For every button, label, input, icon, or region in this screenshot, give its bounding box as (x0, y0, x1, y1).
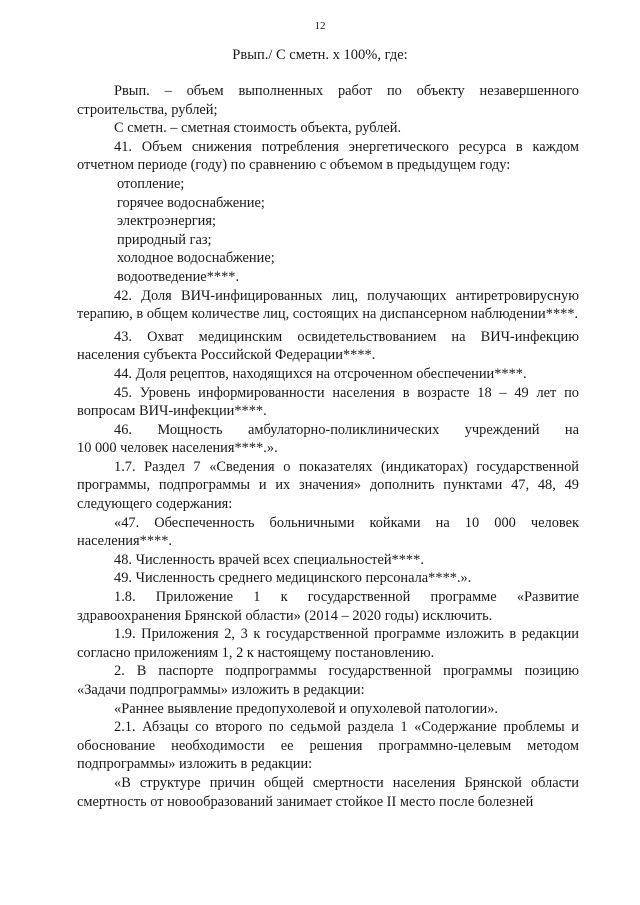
paragraph: 45. Уровень информированности населения в возрасте 18 – 49 лет по вопросам ВИЧ-инфекции****. (77, 384, 579, 420)
paragraph-line: 46. Мощность амбулаторно-поликлинических учреждений на (114, 421, 579, 438)
paragraph: 2. В паспорте подпрограммы государственной программы позицию «Задачи подпрограммы» изложить в редакции: (77, 663, 579, 698)
list-item: отопление; (117, 175, 185, 192)
paragraph: 1.9. Приложения 2, 3 к государственной программе изложить в редакции согласно приложениям 1, 2 к настоящему постановлению. (77, 626, 579, 661)
list-item: водоотведение****. (117, 268, 240, 285)
paragraph: 1.8. Приложение 1 к государственной программе «Развитие здравоохранения Брянской области» (2014 – 2020 годы) исключить. (77, 589, 579, 624)
paragraph: 49. Численность среднего медицинского персонала****.». (114, 570, 472, 587)
paragraph: 44. Доля рецептов, находящихся на отсроченном обеспечении****. (114, 365, 527, 382)
list-item: холодное водоснабжение; (117, 250, 275, 267)
document-body (77, 82, 579, 811)
paragraph: 48. Численность врачей всех специальностей****. (114, 551, 424, 568)
paragraph: 41. Объем снижения потребления энергетического ресурса в каждом отчетном периоде (году) по сравнению с объемом в предыдущем году: (77, 138, 579, 174)
list-item: электроэнергия; (117, 213, 216, 230)
paragraph: 43. Охват медицинским освидетельствованием на ВИЧ-инфекцию населения субъекта Российской Федерации****. (77, 328, 579, 364)
paragraph: «Раннее выявление предопухолевой и опухолевой патологии». (114, 700, 499, 717)
paragraph: 2.1. Абзацы со второго по седьмой раздела 1 «Содержание проблемы и обоснование необходимости ее решения программно-целевым методом подпрограммы» изложить в редакции: (77, 719, 579, 773)
paragraph: «В структуре причин общей смертности населения Брянской области смертность от новообразований занимает стойкое II место после болезней (77, 774, 579, 810)
list-item: горячее водоснабжение; (117, 194, 265, 211)
formula-line: Рвып./ С сметн. х 100%, где: (232, 47, 408, 63)
paragraph-line: 10 000 человек населения****.». (77, 440, 278, 457)
paragraph: 42. Доля ВИЧ-инфицированных лиц, получающих антиретровирусную терапию, в общем количестве лиц, состоящих на диспансерном наблюдении****. (77, 287, 579, 323)
paragraph: «47. Обеспеченность больничными койками на 10 000 человек населения****. (77, 514, 579, 550)
paragraph: 1.7. Раздел 7 «Сведения о показателях (индикаторах) государственной программы, подпрограммы и их значения» дополнить пунктами 47, 48, 49 следующего содержания: (77, 458, 579, 513)
page-number: 12 (314, 20, 326, 32)
paragraph: Рвып. – объем выполненных работ по объекту незавершенного строительства, рублей; (77, 83, 579, 118)
list-item: природный газ; (117, 231, 212, 248)
paragraph: С сметн. – сметная стоимость объекта, рублей. (114, 120, 402, 137)
